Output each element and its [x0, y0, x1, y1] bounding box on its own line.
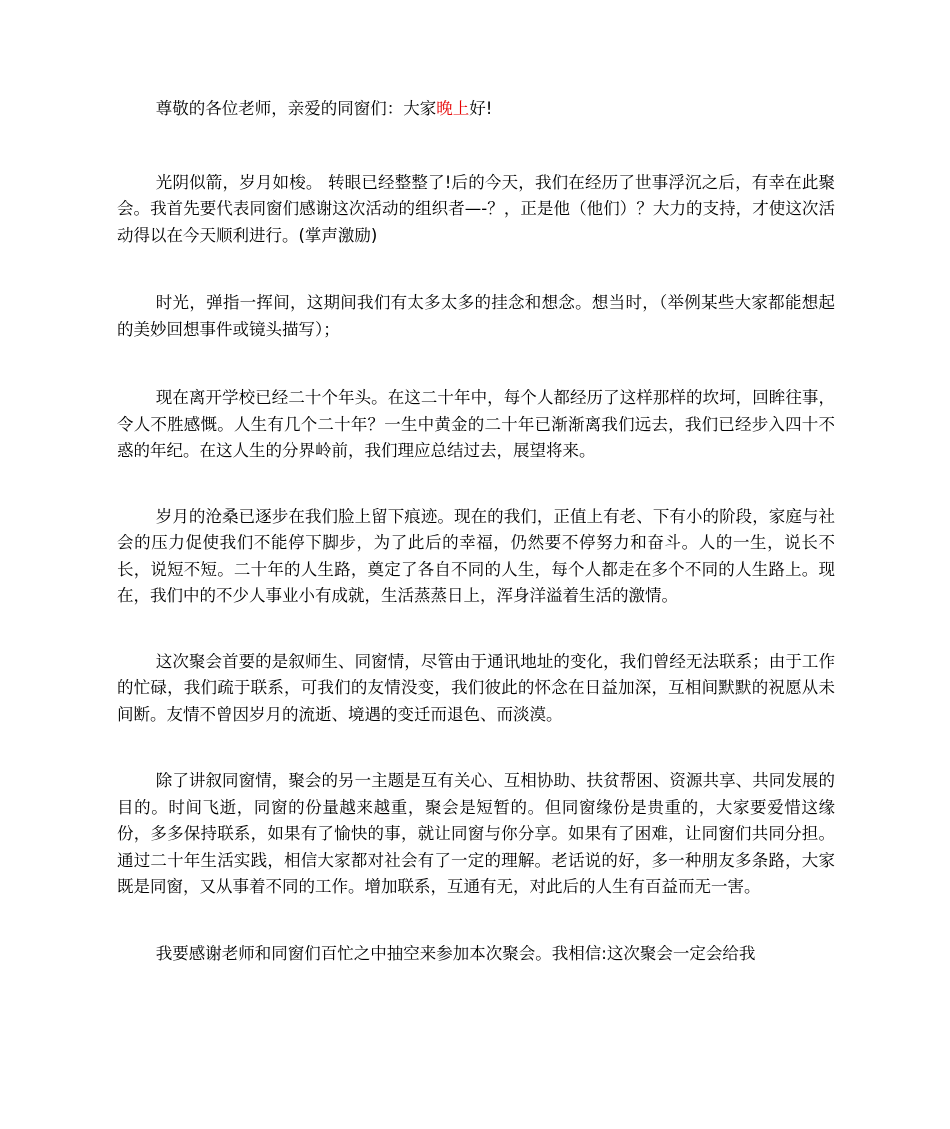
paragraph-friendship: 这次聚会首要的是叙师生、同窗情，尽管由于通讯地址的变化，我们曾经无法联系；由于工作的忙碌，我们疏于联系，可我们的友情没变，我们彼此的怀念在日益加深，互相间默默的祝愿从未间断。友情不曾因岁月的流逝、境遇的变迁而退色、而淡漠。	[117, 651, 835, 724]
paragraph-mutual-help: 除了讲叙同窗情，聚会的另一主题是互有关心、互相协助、扶贫帮困、资源共享、共同发展的目的。时间飞逝，同窗的份量越来越重，聚会是短暂的。但同窗缘份是贵重的，大家要爱惜这缘份，多多保持联系，如果有了愉快的事，就让同窗与你分享。如果有了困难，让同窗们共同分担。通过二十年生活实践，相信大家都对社会有了一定的理解。老话说的好，多一种朋友多条路，大家既是同窗，又从事着不同的工作。增加联系，互通有无，对此后的人生有百益而无一害。	[117, 771, 835, 896]
greeting-text: 尊敬的各位老师，亲爱的同窗们：大家	[155, 99, 437, 118]
paragraph-opening: 光阴似箭，岁月如梭。 转眼已经整整了!后的今天，我们在经历了世事浮沉之后，有幸在此聚会。我首先要代表同窗们感谢这次活动的组织者—-？，正是他（他们）？大力的支持，才使这次活动得以在今天顺利进行。(掌声激励)	[117, 172, 835, 245]
paragraph-twenty-years: 现在离开学校已经二十个年头。在这二十年中，每个人都经历了这样那样的坎坷，回眸往事，令人不胜感慨。人生有几个二十年？一生中黄金的二十年已渐渐离我们远去，我们已经步入四十不惑的年纪。在这人生的分界岭前，我们理应总结过去，展望将来。	[117, 388, 835, 460]
paragraph-memories: 时光，弹指一挥间，这期间我们有太多太多的挂念和想念。想当时，（举例某些大家都能想起的美妙回想事件或镜头描写）；	[117, 293, 835, 339]
greeting-highlight: 晚上	[436, 99, 470, 118]
greeting-paragraph	[117, 96, 835, 123]
speech-body	[117, 96, 835, 993]
greeting-ending: 好!	[469, 99, 493, 118]
paragraph-thanks: 我要感谢老师和同窗们百忙之中抽空来参加本次聚会。我相信:这次聚会一定会给我	[155, 943, 756, 963]
paragraph-life: 岁月的沧桑已逐步在我们脸上留下痕迹。现在的我们，正值上有老、下有小的阶段，家庭与社会的压力促使我们不能停下脚步，为了此后的幸福，仍然要不停努力和奋斗。人的一生，说长不长，说短不短。二十年的人生路，奠定了各自不同的人生，每个人都走在多个不同的人生路上。现在，我们中的不少人事业小有成就，生活蒸蒸日上，浑身洋溢着生活的激情。	[117, 506, 835, 605]
